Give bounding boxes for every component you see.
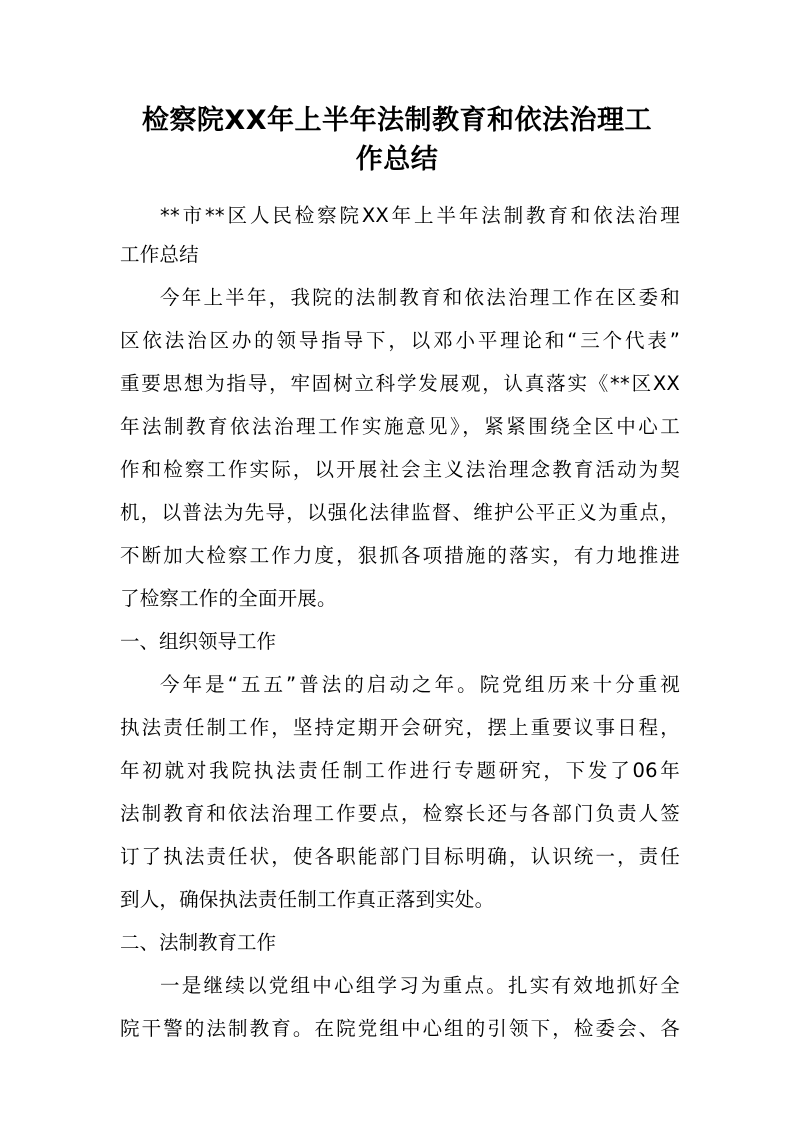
section1-line-3: 年初就对我院执法责任制工作进行专题研究，下发了06年	[120, 759, 680, 782]
section1-line-4: 法制教育和依法治理工作要点，检察长还与各部门负责人签	[120, 802, 680, 825]
intro-line-5: 作和检察工作实际，以开展社会主义法治理念教育活动为契	[120, 458, 680, 481]
intro-line-4: 年法制教育依法治理工作实施意见》，紧紧围绕全区中心工	[120, 415, 680, 438]
subtitle-line-1: **市**区人民检察院XX年上半年法制教育和依法治理	[160, 204, 680, 227]
section2-line-2: 院干警的法制教育。在院党组中心组的引领下，检委会、各	[120, 1017, 680, 1040]
intro-line-1: 今年上半年，我院的法制教育和依法治理工作在区委和	[160, 286, 680, 309]
section2-line-1: 一是继续以党组中心组学习为重点。扎实有效地抓好全	[160, 974, 680, 997]
section1-line-5: 订了执法责任状，使各职能部门目标明确，认识统一，责任	[120, 845, 680, 868]
section1-line-2: 执法责任制工作，坚持定期开会研究，摆上重要议事日程，	[120, 716, 680, 739]
subtitle-line-2: 工作总结	[120, 243, 199, 266]
intro-line-7: 不断加大检察工作力度，狠抓各项措施的落实，有力地推进	[120, 544, 680, 567]
document-title-line-1: 检察院XX年上半年法制教育和依法治理工	[141, 105, 653, 136]
intro-line-8: 了检察工作的全面开展。	[120, 587, 337, 610]
section1-line-1: 今年是“五五”普法的启动之年。院党组历来十分重视	[160, 673, 680, 696]
intro-line-6: 机，以普法为先导，以强化法律监督、维护公平正义为重点，	[120, 501, 680, 524]
section-heading-2: 二、法制教育工作	[120, 931, 277, 954]
intro-line-2: 区依法治区办的领导指导下，以邓小平理论和“三个代表”	[120, 329, 680, 352]
intro-line-3: 重要思想为指导，牢固树立科学发展观，认真落实《**区XX	[120, 372, 680, 395]
section-heading-1: 一、组织领导工作	[120, 630, 277, 653]
section1-line-6: 到人，确保执法责任制工作真正落到实处。	[120, 888, 495, 911]
document-title-line-2: 作总结	[355, 144, 439, 175]
